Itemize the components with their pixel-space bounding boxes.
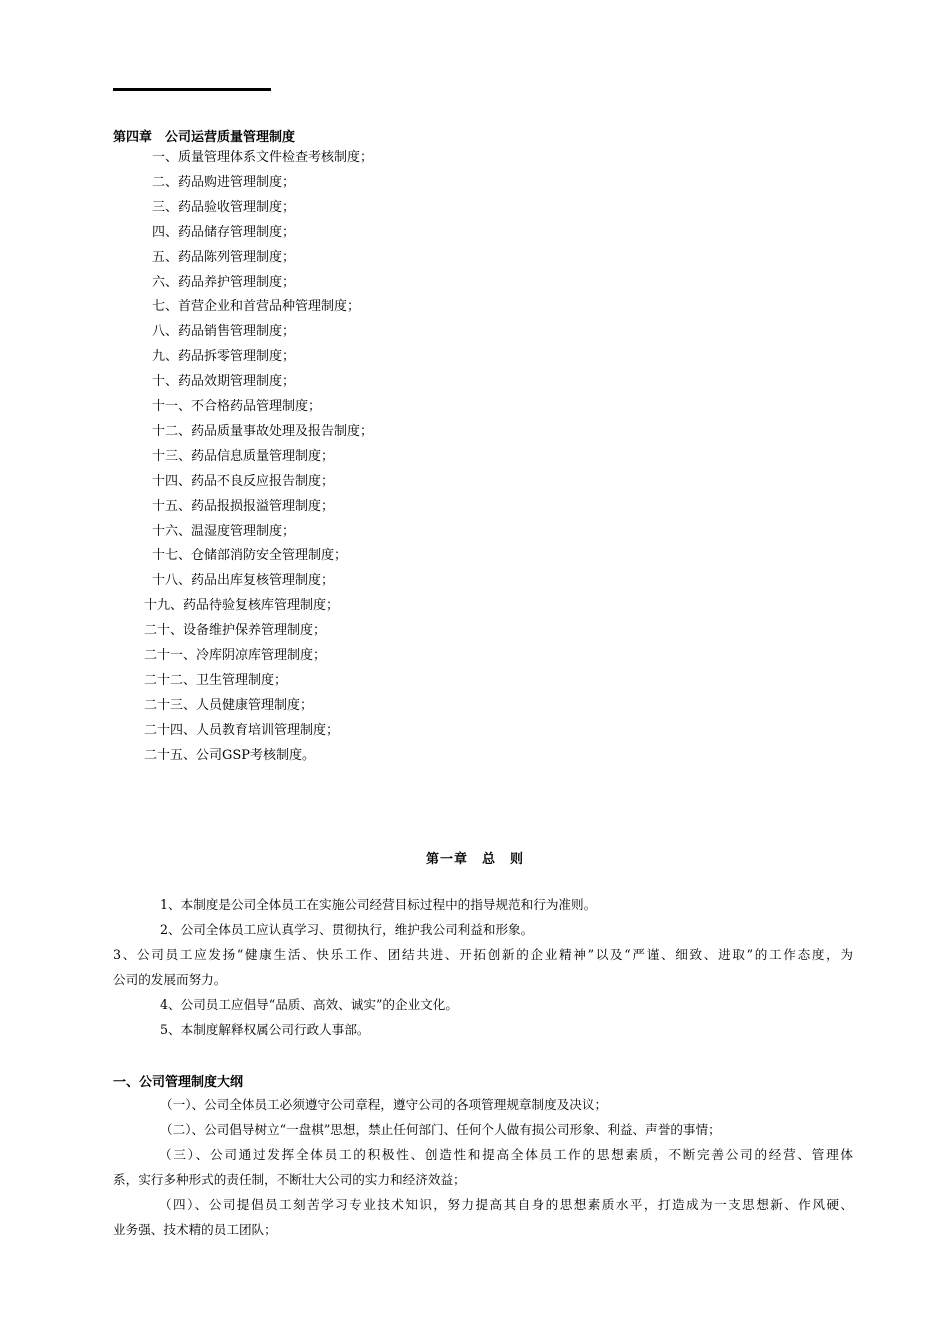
- chapter1-paragraph-2: 2、公司全体员工应认真学习、贯彻执行，维护我公司利益和形象。: [160, 922, 534, 937]
- list-item: 二、药品购进管理制度；: [152, 174, 296, 190]
- chapter1-paragraph-5: 5、本制度解释权属公司行政人事部。: [160, 1022, 370, 1037]
- list-item: 十八、药品出库复核管理制度；: [152, 573, 335, 589]
- list-item: 十四、药品不良反应报告制度；: [152, 473, 335, 489]
- list-item: 十三、药品信息质量管理制度；: [152, 448, 335, 464]
- list-item: 十七、仓储部消防安全管理制度；: [152, 548, 348, 564]
- list-item: 九、药品拆零管理制度；: [152, 349, 296, 365]
- list-item: 六、药品养护管理制度；: [152, 274, 296, 290]
- list-item: 二十五、公司GSP考核制度。: [144, 747, 316, 763]
- chapter1-title: 第一章 总 则: [425, 852, 524, 867]
- outline-title: 一、公司管理制度大纲: [113, 1075, 244, 1090]
- list-item: 五、药品陈列管理制度；: [152, 249, 296, 265]
- list-item: 四、药品储存管理制度；: [152, 224, 296, 240]
- paragraph-line: （四）、公司提倡员工刻苦学习专业技术知识，努力提高其自身的思想素质水平，打造成为一支思想新、作风硬、: [159, 1197, 853, 1212]
- list-item: 二十、设备维护保养管理制度；: [144, 623, 327, 639]
- list-item: 十、药品效期管理制度；: [152, 374, 296, 390]
- chapter1-paragraph-1: 1、本制度是公司全体员工在实施公司经营目标过程中的指导规范和行为准则。: [160, 897, 597, 912]
- list-item: 二十一、冷库阴凉库管理制度；: [144, 648, 327, 663]
- list-item: 十六、温湿度管理制度；: [152, 523, 296, 539]
- paragraph-line: 业务强、技术精的员工团队；: [113, 1222, 277, 1237]
- list-item: 一、质量管理体系文件检查考核制度；: [152, 150, 374, 165]
- paragraph-line: 公司的发展而努力。: [113, 972, 227, 987]
- list-item: 八、药品销售管理制度；: [152, 324, 296, 340]
- list-item: 二十二、卫生管理制度；: [144, 672, 288, 688]
- list-item: 十一、不合格药品管理制度；: [152, 399, 322, 414]
- list-item: 十五、药品报损报溢管理制度；: [152, 498, 335, 514]
- paragraph-line: 系，实行多种形式的责任制，不断壮大公司的实力和经济效益；: [113, 1172, 466, 1187]
- paragraph-line: 3、公司员工应发扬“健康生活、快乐工作、团结共进、开拓创新的企业精神”以及“严谨、细致、进取”的工作态度，为: [113, 947, 853, 962]
- chapter1-paragraph-3: [113, 942, 853, 992]
- list-item: 三、药品验收管理制度；: [152, 199, 296, 215]
- outline-item-1: （一）、公司全体员工必须遵守公司章程，遵守公司的各项管理规章制度及决议；: [160, 1097, 608, 1112]
- chapter4-title: 第四章 公司运营质量管理制度: [113, 130, 296, 145]
- list-item: 七、首营企业和首营品种管理制度；: [152, 299, 361, 315]
- chapter1-paragraph-4: 4、公司员工应倡导“品质、高效、诚实”的企业文化。: [160, 997, 458, 1012]
- list-item: 十九、药品待验复核库管理制度；: [144, 598, 340, 614]
- list-item: 二十三、人员健康管理制度；: [144, 697, 314, 713]
- list-item: 二十四、人员教育培训管理制度；: [144, 722, 340, 738]
- outline-item-3: [113, 1142, 853, 1192]
- outline-item-4: [113, 1192, 853, 1242]
- list-item: 十二、药品质量事故处理及报告制度；: [152, 423, 374, 439]
- header-rule: [113, 88, 271, 91]
- outline-item-2: （二）、公司倡导树立“一盘棋”思想，禁止任何部门、任何个人做有损公司形象、利益、声誉的事情；: [160, 1122, 721, 1137]
- paragraph-line: （三）、公司通过发挥全体员工的积极性、创造性和提高全体员工作的思想素质，不断完善公司的经营、管理体: [159, 1147, 853, 1162]
